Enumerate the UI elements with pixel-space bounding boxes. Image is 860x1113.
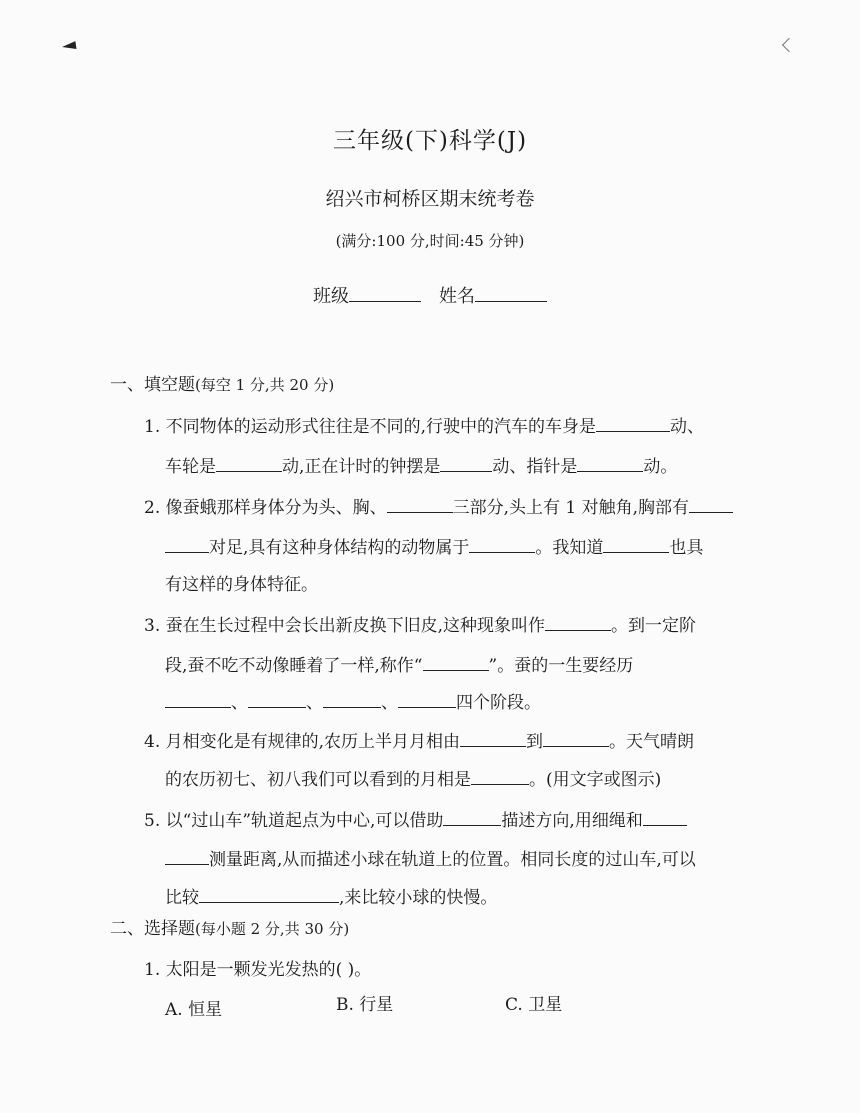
answer-blank[interactable] [443, 811, 501, 826]
question-line [165, 688, 541, 713]
exam-subtitle: 绍兴市柯桥区期末统考卷 [325, 188, 535, 210]
question-text: 。到一定阶 [611, 616, 697, 636]
answer-blank[interactable] [216, 457, 282, 472]
question-text: 2. 像蚕蛾那样身体分为头、胸、 [144, 498, 387, 518]
answer-blank[interactable] [577, 457, 643, 472]
question-text: 四个阶段。 [456, 693, 541, 713]
question-text: 对足,具有这种身体结构的动物属于 [209, 538, 470, 558]
answer-blank[interactable] [543, 732, 609, 747]
question-text: 也具 [669, 538, 704, 558]
question-line [165, 883, 497, 908]
question-text: 有这样的身体特征。 [165, 575, 318, 595]
question-text: ,来比较小球的快慢。 [339, 888, 498, 908]
section-note: (每小题 2 分,共 30 分) [195, 920, 350, 938]
question-text: 车轮是 [165, 457, 216, 477]
question-line [144, 955, 371, 980]
question-text: 测量距离,从而描述小球在轨道上的位置。相同长度的过山车,可以 [209, 850, 696, 870]
question-text: 三部分,头上有 1 对触角,胸部有 [452, 498, 690, 518]
question-text: 动。 [643, 457, 678, 477]
question-line [144, 806, 687, 831]
question-text: 、 [231, 693, 248, 713]
name-blank[interactable] [475, 285, 547, 302]
question-text: 比较 [165, 888, 199, 908]
question-text: ”。蚕的一生要经历 [488, 656, 634, 676]
question-text: 动、指针是 [492, 457, 578, 477]
answer-blank[interactable] [689, 498, 733, 513]
question-line [144, 493, 733, 518]
answer-blank[interactable] [248, 693, 306, 708]
answer-blank[interactable] [423, 656, 489, 671]
answer-blank[interactable] [603, 538, 669, 553]
question-text: 、 [381, 693, 398, 713]
question-text: 动、 [670, 417, 705, 437]
corner-marker-icon [62, 41, 77, 51]
option-a[interactable]: A. 恒星 [165, 1000, 223, 1020]
answer-blank[interactable] [469, 538, 535, 553]
question-text: 描述方向,用细绳和 [501, 811, 643, 831]
question-line [144, 727, 694, 752]
answer-blank[interactable] [596, 417, 670, 432]
exam-title: 三年级(下)科学(J) [332, 128, 528, 154]
option-b[interactable]: B. 行星 [336, 995, 394, 1015]
answer-blank[interactable] [643, 811, 687, 826]
question-line [144, 611, 696, 636]
exam-meta: (满分:100 分,时间:45 分钟) [335, 232, 525, 250]
class-label: 班级 [313, 286, 349, 307]
question-text: 的农历初七、初八我们可以看到的月相是 [165, 770, 471, 790]
corner-marker-icon [782, 38, 796, 52]
student-info [0, 282, 860, 308]
question-text: 、 [306, 693, 323, 713]
answer-blank[interactable] [545, 616, 611, 631]
class-blank[interactable] [349, 285, 421, 302]
question-text: 。(用文字或图示) [529, 770, 662, 790]
section-heading [110, 914, 349, 939]
question-text: 1. 不同物体的运动形式往往是不同的,行驶中的汽车的车身是 [144, 417, 597, 437]
question-text: 4. 月相变化是有规律的,农历上半月月相由 [144, 732, 461, 752]
answer-blank[interactable] [460, 732, 526, 747]
question-line [165, 533, 703, 558]
question-line [165, 452, 677, 477]
answer-blank[interactable] [165, 693, 231, 708]
question-text: 段,蚕不吃不动像睡着了一样,称作“ [165, 656, 423, 676]
question-line [165, 845, 696, 870]
answer-blank[interactable] [471, 770, 529, 785]
question-text: 5. 以“过山车”轨道起点为中心,可以借助 [144, 811, 444, 831]
answer-blank[interactable] [165, 850, 209, 865]
question-text: 到 [526, 732, 544, 752]
section-title: 二、选择题 [110, 919, 195, 939]
question-text: 。我知道 [535, 538, 604, 558]
answer-blank[interactable] [323, 693, 381, 708]
section-note: (每空 1 分,共 20 分) [195, 376, 335, 394]
question-text: 1. 太阳是一颗发光发热的( )。 [144, 960, 372, 980]
section-title: 一、填空题 [110, 375, 195, 395]
question-text: 3. 蚕在生长过程中会长出新皮换下旧皮,这种现象叫作 [144, 616, 546, 636]
question-text: 。天气晴朗 [609, 732, 695, 752]
question-line [165, 651, 633, 676]
name-label: 姓名 [439, 286, 475, 307]
section-heading [110, 370, 334, 395]
answer-blank[interactable] [199, 888, 339, 903]
question-text: 动,正在计时的钟摆是 [282, 457, 441, 477]
question-line [165, 765, 661, 790]
answer-blank[interactable] [165, 538, 209, 553]
question-line [144, 412, 704, 437]
option-c[interactable]: C. 卫星 [505, 995, 563, 1015]
answer-blank[interactable] [387, 498, 453, 513]
question-line [165, 570, 318, 595]
answer-blank[interactable] [398, 693, 456, 708]
answer-blank[interactable] [440, 457, 492, 472]
